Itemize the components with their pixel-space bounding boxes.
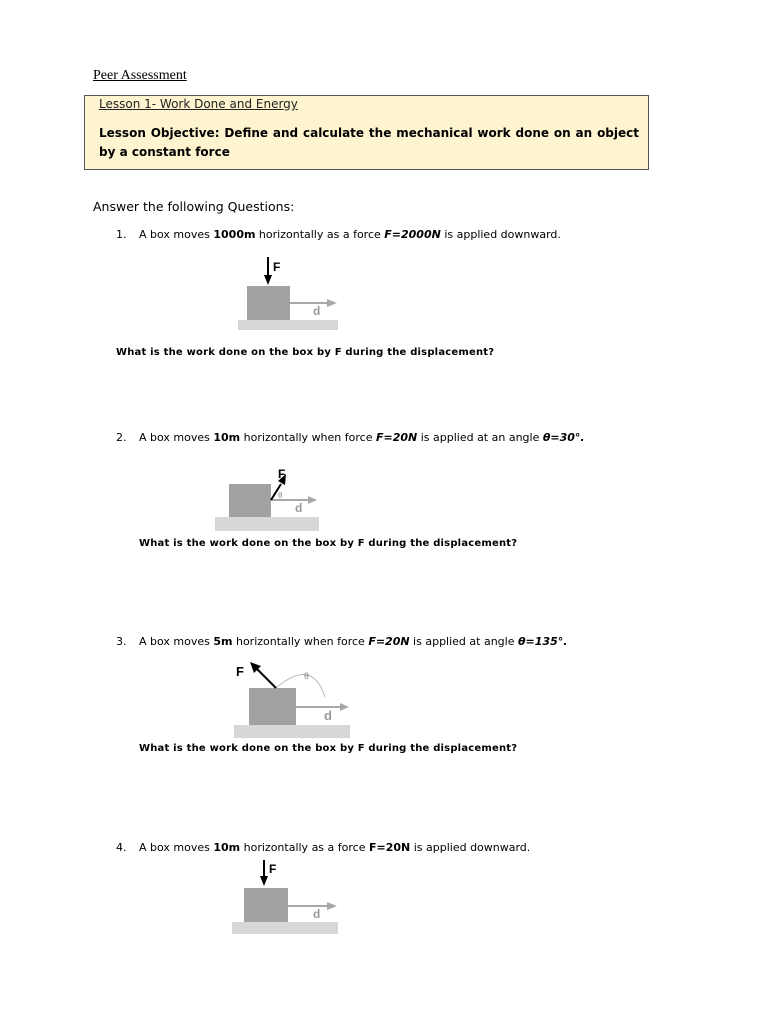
question-text: A box moves 10m horizontally when force F=20N is applied at an angle θ=30°. bbox=[139, 431, 585, 444]
question-prompt: What is the work done on the box by F during the displacement? bbox=[116, 347, 495, 358]
angled-force-diagram-30 bbox=[213, 464, 323, 534]
ground bbox=[215, 517, 319, 531]
question-number: 1. bbox=[116, 228, 127, 241]
displacement-label: d bbox=[324, 708, 332, 723]
ground bbox=[238, 320, 338, 330]
force-label: F bbox=[278, 467, 286, 481]
box bbox=[249, 688, 296, 725]
box bbox=[229, 484, 271, 517]
page-title: Peer Assessment bbox=[93, 68, 187, 83]
force-label: F bbox=[269, 862, 277, 876]
ground bbox=[234, 725, 350, 738]
question-text: A box moves 5m horizontally when force F=20N is applied at angle θ=135°. bbox=[139, 635, 568, 648]
question-prompt: What is the work done on the box by F during the displacement? bbox=[139, 538, 518, 549]
question-number: 3. bbox=[116, 635, 127, 648]
displacement-label: d bbox=[295, 501, 303, 515]
ground bbox=[232, 922, 338, 934]
displacement-label: d bbox=[313, 304, 321, 318]
box bbox=[247, 286, 290, 320]
lesson-objective: Lesson Objective: Define and calculate the mechanical work done on an object by a constant force bbox=[99, 126, 639, 159]
force-label: F bbox=[273, 260, 281, 274]
question-text: A box moves 1000m horizontally as a force F=2000N is applied downward. bbox=[139, 228, 561, 241]
angled-force-diagram-135 bbox=[232, 657, 354, 741]
angle-label: θ bbox=[304, 671, 310, 681]
question-number: 4. bbox=[116, 841, 127, 854]
force-arrow bbox=[256, 668, 276, 688]
question-prompt: What is the work done on the box by F during the displacement? bbox=[139, 743, 518, 754]
question-number: 2. bbox=[116, 431, 127, 444]
force-label: F bbox=[236, 664, 244, 679]
downward-force-diagram bbox=[229, 858, 341, 938]
instructions: Answer the following Questions: bbox=[93, 199, 295, 214]
lesson-title: Lesson 1- Work Done and Energy bbox=[99, 97, 298, 111]
question-text: A box moves 10m horizontally as a force F=20N is applied downward. bbox=[139, 841, 531, 854]
angle-label: θ bbox=[278, 491, 283, 500]
downward-force-diagram bbox=[235, 255, 345, 335]
displacement-label: d bbox=[313, 907, 321, 921]
box bbox=[244, 888, 288, 922]
